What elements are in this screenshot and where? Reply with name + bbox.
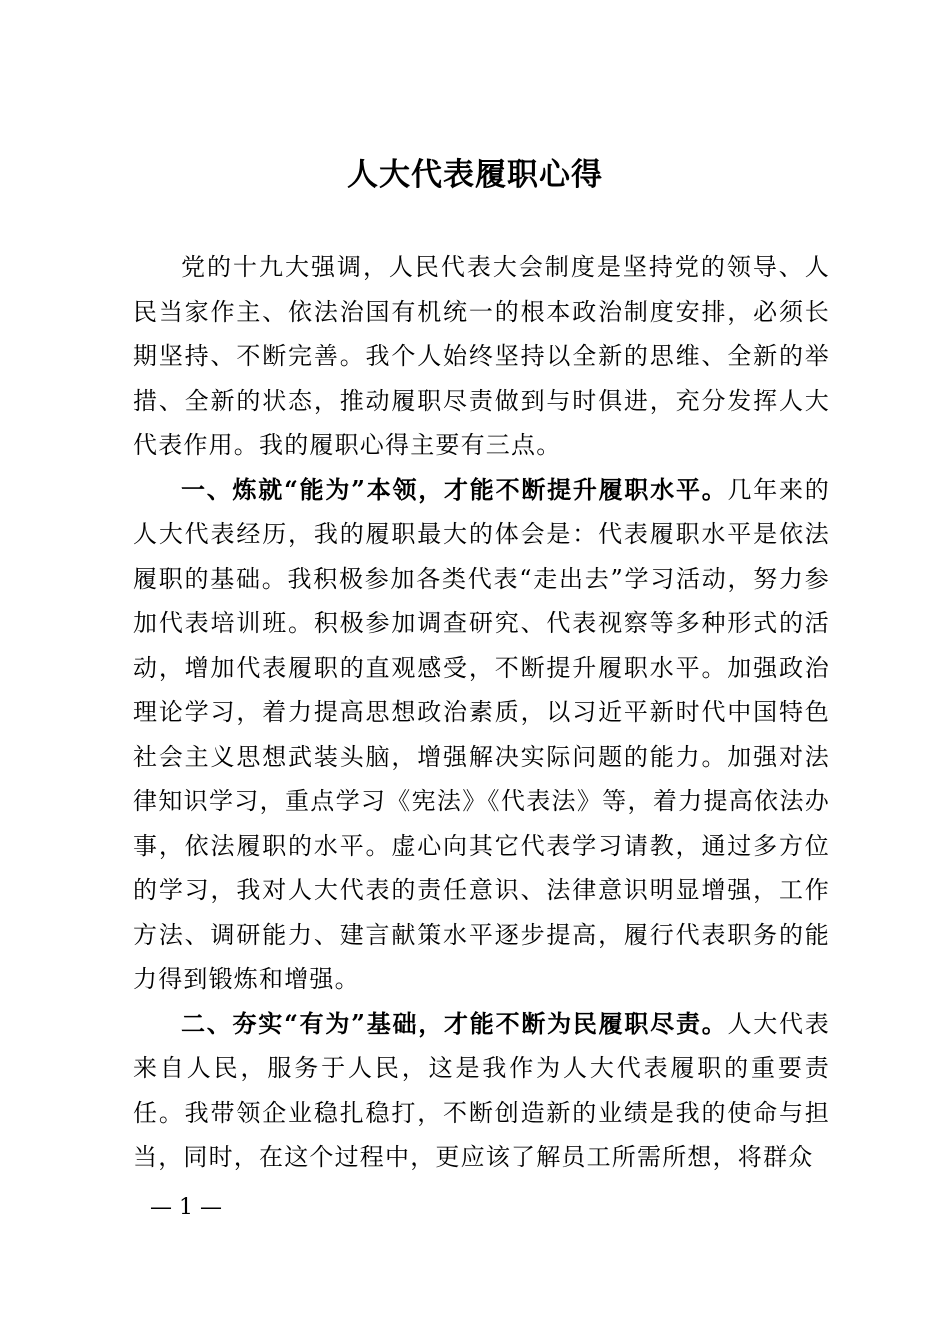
paragraph-section-2 — [133, 1002, 830, 1180]
document-body — [133, 245, 830, 1180]
paragraph-text: 党的十九大强调，人民代表大会制度是坚持党的领导、人民当家作主、依法治国有机统一的根本政治制度安排，必须长期坚持、不断完善。我个人始终坚持以全新的思维、全新的举措、全新的状态，推动履职尽责做到与时俱进，充分发挥人大代表作用。我的履职心得主要有三点。 — [133, 253, 830, 459]
paragraph-section-1 — [133, 468, 830, 1002]
page-number: — 1 — — [150, 1195, 222, 1220]
paragraph-text: 人大代表来自人民，服务于人民，这是我作为人大代表履职的重要责任。我带领企业稳扎稳打，不断创造新的业绩是我的使命与担当，同时，在这个过程中，更应该了解员工所需所想，将群众 — [133, 1009, 830, 1171]
section-heading: 一、炼就“能为”本领，才能不断提升履职水平。 — [181, 474, 728, 504]
section-heading: 二、夯实“有为”基础，才能不断为民履职尽责。 — [181, 1008, 728, 1038]
document-title: 人大代表履职心得 — [347, 157, 603, 193]
paragraph-intro — [133, 245, 830, 468]
paragraph-text: 几年来的人大代表经历，我的履职最大的体会是：代表履职水平是依法履职的基础。我积极参加各类代表“走出去”学习活动，努力参加代表培训班。积极参加调查研究、代表视察等多种形式的活动，增加代表履职的直观感受，不断提升履职水平。加强政治理论学习，着力提高思想政治素质，以习近平新时代中国特色社会主义思想武装头脑，增强解决实际问题的能力。加强对法律知识学习，重点学习《宪法》《代表法》等，着力提高依法办事，依法履职的水平。虚心向其它代表学习请教，通过多方位的学习，我对人大代表的责任意识、法律意识明显增强，工作方法、调研能力、建言献策水平逐步提高，履行代表职务的能力得到锻炼和增强。 — [133, 475, 830, 993]
